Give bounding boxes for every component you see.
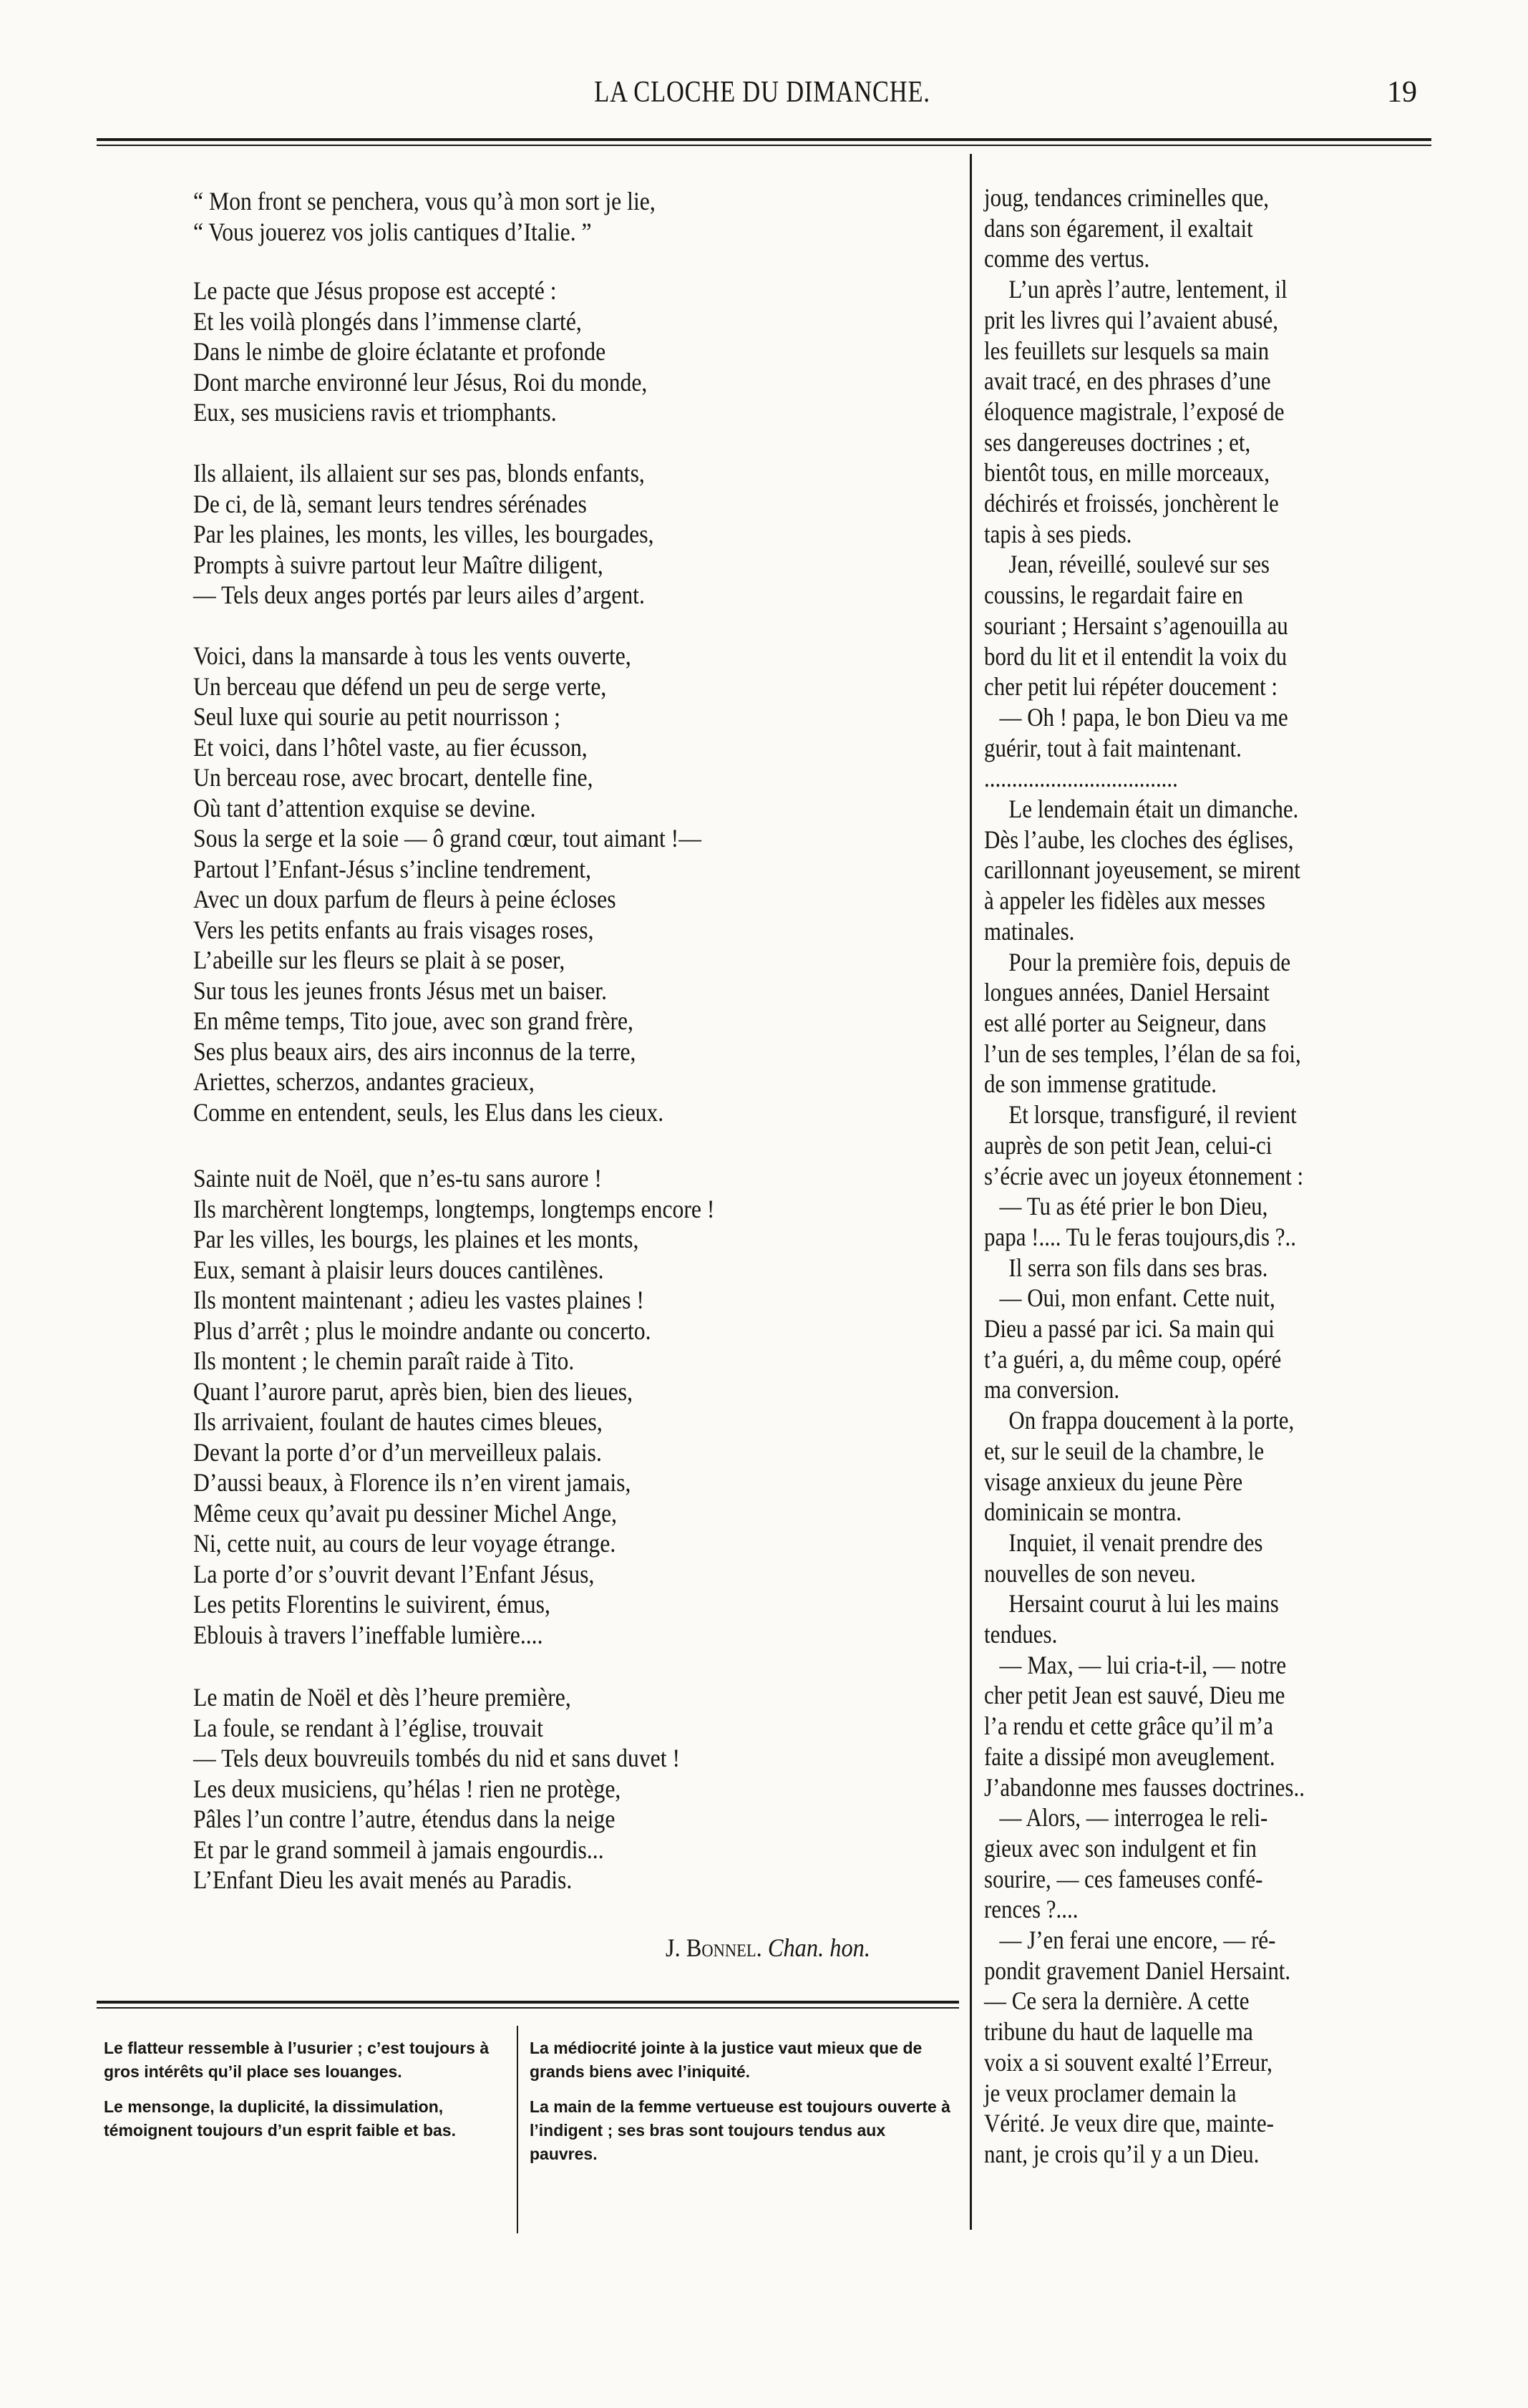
verse-line: “ Mon front se penchera, vous qu’à mon sort je lie, — [193, 187, 656, 215]
prose-line: tapis à ses pieds. — [984, 519, 1132, 548]
prose-line: bord du lit et il entendit la voix du — [984, 641, 1288, 671]
verse-line: Et voici, dans l’hôtel vaste, au fier écusson, — [193, 732, 588, 762]
prose-line: Le lendemain était un dimanche. — [1008, 795, 1299, 824]
verse-line: Un berceau que défend un peu de serge verte, — [193, 671, 607, 701]
poem-stanza-6 — [193, 1682, 959, 1895]
author-name: J. Bonnel. — [666, 1933, 762, 1962]
poem-stanza-4 — [193, 641, 959, 1127]
verse-line: Eblouis à travers l’ineffable lumière.... — [193, 1620, 543, 1649]
verse-line: Seul luxe qui sourie au petit nourrisson ; — [193, 702, 560, 731]
prose-line: Vérité. Je veux dire que, mainte- — [984, 2109, 1274, 2138]
prose-line: dans son égarement, il exaltait — [984, 213, 1253, 243]
running-header — [93, 68, 1431, 118]
verse-line: — Tels deux anges portés par leurs ailes d’argent. — [193, 581, 645, 609]
prose-line: tribune du haut de laquelle ma — [984, 2017, 1253, 2047]
verse-line: Prompts à suivre partout leur Maître diligent, — [193, 550, 603, 579]
prose-line: ................................... — [984, 764, 1178, 793]
author-title: Chan. hon. — [767, 1933, 870, 1962]
prose-line: Inquiet, il venait prendre des — [1008, 1528, 1263, 1557]
prose-line: Jean, réveillé, soulevé sur ses — [1008, 550, 1270, 579]
verse-line: Partout l’Enfant-Jésus s’incline tendrement, — [193, 854, 592, 883]
maxims-left — [104, 2036, 505, 2154]
prose-line: longues années, Daniel Hersaint — [984, 978, 1270, 1007]
verse-line: La foule, se rendant à l’église, trouvait — [193, 1713, 544, 1742]
prose-line: cher petit lui répéter doucement : — [984, 672, 1278, 701]
prose-line: Et lorsque, transfiguré, il revient — [1008, 1100, 1297, 1130]
prose-line: — Alors, — interrogea le reli- — [999, 1803, 1268, 1832]
stanza-4 — [193, 641, 959, 1127]
prose-line: est allé porter au Seigneur, dans — [984, 1008, 1267, 1037]
verse-line: Sainte nuit de Noël, que n’es-tu sans aurore ! — [193, 1164, 602, 1193]
prose-line: l’a rendu et cette grâce qu’il m’a — [984, 1712, 1273, 1741]
prose-line: — Oh ! papa, le bon Dieu va me — [999, 702, 1288, 732]
poem — [193, 186, 959, 247]
verse-line: De ci, de là, semant leurs tendres sérénades — [193, 489, 587, 518]
prose-line: guérir, tout à fait maintenant. — [984, 733, 1242, 762]
verse-line: Dont marche environné leur Jésus, Roi du monde, — [193, 367, 648, 397]
verse-line: Un berceau rose, avec brocart, dentelle fine, — [193, 763, 593, 792]
prose-line: visage anxieux du jeune Père — [984, 1467, 1243, 1496]
verse-line: Ni, cette nuit, au cours de leur voyage étrange. — [193, 1529, 616, 1558]
prose-line: bientôt tous, en mille morceaux, — [984, 458, 1270, 487]
prose-line: Pour la première fois, depuis de — [1008, 947, 1291, 976]
verse-line: Comme en entendent, seuls, les Elus dans les cieux. — [193, 1097, 664, 1127]
maxim: La main de la femme vertueuse est toujours ouverte à l’indigent ; ses bras sont toujours tendus aux pauvres. — [530, 2097, 950, 2163]
prose-line: à appeler les fidèles aux messes — [984, 886, 1265, 916]
stanza-3 — [193, 458, 959, 611]
prose-line: ses dangereuses doctrines ; et, — [984, 427, 1251, 457]
prose-line: joug, tendances criminelles que, — [984, 183, 1270, 212]
prose-lines — [984, 183, 1413, 2170]
verse-line: Ils montent ; le chemin paraît raide à Tito. — [193, 1346, 575, 1375]
header-rule-thick — [97, 138, 1431, 141]
prose-line: — Max, — lui cria-t-il, — notre — [999, 1650, 1287, 1679]
verse-line: Plus d’arrêt ; plus le moindre andante ou concerto. — [193, 1316, 651, 1345]
verse-line: Vers les petits enfants au frais visages roses, — [193, 915, 594, 944]
verse-line: Et par le grand sommeil à jamais engourdis... — [193, 1835, 604, 1864]
prose-line: Hersaint courut à lui les mains — [1008, 1589, 1279, 1618]
verse-line: D’aussi beaux, à Florence ils n’en virent jamais, — [193, 1468, 631, 1497]
prose-line: t’a guéri, a, du même coup, opéré — [984, 1344, 1282, 1374]
prose-line: On frappa doucement à la porte, — [1008, 1406, 1295, 1435]
prose-line: — Ce sera la dernière. A cette — [984, 1986, 1250, 2016]
verse-line: Et les voilà plongés dans l’immense clarté, — [193, 306, 582, 336]
poem-stanza-3 — [193, 458, 959, 611]
prose-line: nouvelles de son neveu. — [984, 1558, 1196, 1588]
maxim: Le mensonge, la duplicité, la dissimulation, témoignent toujours d’un esprit faible et bas. — [104, 2097, 456, 2140]
verse-line: Par les villes, les bourgs, les plaines et les monts, — [193, 1225, 639, 1253]
poem-stanza-5 — [193, 1163, 959, 1650]
prose-line: prit les livres qui l’avaient abusé, — [984, 305, 1278, 334]
prose-line: avait tracé, en des phrases d’une — [984, 366, 1271, 396]
prose-line: cher petit Jean est sauvé, Dieu me — [984, 1681, 1285, 1710]
prose-line: de son immense gratitude. — [984, 1069, 1217, 1099]
verse-line: Eux, ses musiciens ravis et triomphants. — [193, 398, 557, 427]
verse-line: Ils arrivaient, foulant de hautes cimes bleues, — [193, 1407, 603, 1436]
prose-line: comme des vertus. — [984, 244, 1150, 273]
prose-line: papa !.... Tu le feras toujours,dis ?.. — [984, 1222, 1296, 1251]
verse-line: Le pacte que Jésus propose est accepté : — [193, 276, 557, 305]
verse-line: Ils allaient, ils allaient sur ses pas, blonds enfants, — [193, 459, 645, 487]
prose-line: Il serra son fils dans ses bras. — [1008, 1253, 1268, 1282]
stanza-2 — [193, 276, 959, 428]
verse-line: Par les plaines, les monts, les villes, les bourgades, — [193, 520, 654, 548]
prose-line: déchirés et froissés, jonchèrent le — [984, 489, 1279, 518]
stanza-1 — [193, 186, 959, 247]
stanza-5 — [193, 1163, 959, 1650]
verse-line: En même temps, Tito joue, avec son grand frère, — [193, 1006, 633, 1035]
prose-line: L’un après l’autre, lentement, il — [1008, 275, 1288, 304]
verse-line: Ariettes, scherzos, andantes gracieux, — [193, 1067, 535, 1096]
verse-line: Ses plus beaux airs, des airs inconnus de la terre, — [193, 1036, 636, 1066]
verse-line: La porte d’or s’ouvrit devant l’Enfant Jésus, — [193, 1559, 595, 1588]
prose-line: — J’en ferai une encore, — ré- — [999, 1926, 1276, 1955]
prose-line: s’écrie avec un joyeux étonnement : — [984, 1161, 1304, 1190]
maxim: La médiocrité jointe à la justice vaut mieux que de grands biens avec l’iniquité. — [530, 2039, 923, 2081]
prose-line: J’abandonne mes fausses doctrines.. — [984, 1772, 1305, 1802]
verse-line: L’abeille sur les fleurs se plait à se poser, — [193, 946, 565, 974]
prose-line: l’un de ses temples, l’élan de sa foi, — [984, 1039, 1301, 1068]
verse-line: Ils marchèrent longtemps, longtemps, longtemps encore ! — [193, 1194, 715, 1223]
author-signature — [666, 1933, 870, 1963]
maxim: Le flatteur ressemble à l’usurier ; c’est toujours à gros intérêts qu’il place ses louanges. — [104, 2039, 490, 2081]
verse-line: Les petits Florentins le suivirent, émus, — [193, 1590, 550, 1618]
prose-line: coussins, le regardait faire en — [984, 581, 1243, 610]
prose-line: et, sur le seuil de la chambre, le — [984, 1436, 1265, 1465]
verse-line: Sur tous les jeunes fronts Jésus met un baiser. — [193, 976, 608, 1005]
prose-line: carillonnant joyeusement, se mirent — [984, 855, 1300, 885]
journal-title: LA CLOCHE DU DIMANCHE. — [594, 76, 930, 109]
verse-line: Devant la porte d’or d’un merveilleux palais. — [193, 1437, 602, 1467]
verse-line: Les deux musiciens, qu’hélas ! rien ne protège, — [193, 1774, 621, 1803]
prose-line: sourire, — ces fameuses confé- — [984, 1864, 1263, 1893]
verse-line: Ils montent maintenant ; adieu les vastes plaines ! — [193, 1286, 644, 1314]
prose-column — [984, 183, 1413, 2170]
poem-footer-rule-thick — [97, 2001, 959, 2004]
verse-line: “ Vous jouerez vos jolis cantiques d’Italie. ” — [193, 217, 592, 246]
prose-line: tendues. — [984, 1620, 1058, 1649]
prose-line: les feuillets sur lesquels sa main — [984, 336, 1270, 365]
verse-line: Dans le nimbe de gloire éclatante et profonde — [193, 337, 606, 366]
maxims-right — [530, 2036, 952, 2178]
verse-line: Sous la serge et la soie — ô grand cœur, tout aimant !— — [193, 824, 701, 853]
prose-line: nant, je crois qu’il y a un Dieu. — [984, 2140, 1260, 2168]
prose-line: Dieu a passé par ici. Sa main qui — [984, 1314, 1275, 1344]
verse-line: Le matin de Noël et dès l’heure première, — [193, 1683, 571, 1712]
verse-line: Même ceux qu’avait pu dessiner Michel Ange, — [193, 1498, 618, 1528]
prose-line: — Oui, mon enfant. Cette nuit, — [999, 1283, 1275, 1313]
prose-line: matinales. — [984, 916, 1075, 946]
prose-line: rences ?.... — [984, 1895, 1079, 1924]
prose-line: faite a dissipé mon aveuglement. — [984, 1742, 1275, 1771]
prose-line: éloquence magistrale, l’exposé de — [984, 397, 1285, 426]
verse-line: Voici, dans la mansarde à tous les vents ouverte, — [193, 641, 631, 670]
prose-line: je veux proclamer demain la — [984, 2078, 1237, 2107]
prose-line: pondit gravement Daniel Hersaint. — [984, 1956, 1291, 1985]
prose-line: Dès l’aube, les cloches des églises, — [984, 825, 1294, 854]
column-divider — [970, 154, 972, 2230]
verse-line: Avec un doux parfum de fleurs à peine écloses — [193, 885, 616, 913]
prose-line: — Tu as été prier le bon Dieu, — [999, 1192, 1268, 1221]
verse-line: Pâles l’un contre l’autre, étendus dans la neige — [193, 1805, 615, 1833]
prose-line: ma conversion. — [984, 1375, 1120, 1404]
verse-line: — Tels deux bouvreuils tombés du nid et sans duvet ! — [193, 1744, 680, 1772]
prose-line: gieux avec son indulgent et fin — [984, 1833, 1257, 1863]
poem-footer-rule-thin — [97, 2007, 959, 2009]
maxims-divider — [517, 2026, 518, 2233]
verse-line: Quant l’aurore parut, après bien, bien des lieues, — [193, 1377, 633, 1406]
page-number: 19 — [1387, 76, 1417, 109]
header-rule-thin — [97, 145, 1431, 146]
verse-line: L’Enfant Dieu les avait menés au Paradis. — [193, 1865, 573, 1894]
prose-line: voix a si souvent exalté l’Erreur, — [984, 2047, 1272, 2077]
poem-stanza-2 — [193, 276, 959, 428]
verse-line: Eux, semant à plaisir leurs douces cantilènes. — [193, 1255, 604, 1284]
verse-line: Où tant d’attention exquise se devine. — [193, 793, 536, 822]
stanza-6 — [193, 1682, 959, 1895]
prose-line: dominicain se montra. — [984, 1497, 1182, 1527]
prose-line: souriant ; Hersaint s’agenouilla au — [984, 611, 1288, 640]
prose-line: auprès de son petit Jean, celui-ci — [984, 1130, 1272, 1160]
